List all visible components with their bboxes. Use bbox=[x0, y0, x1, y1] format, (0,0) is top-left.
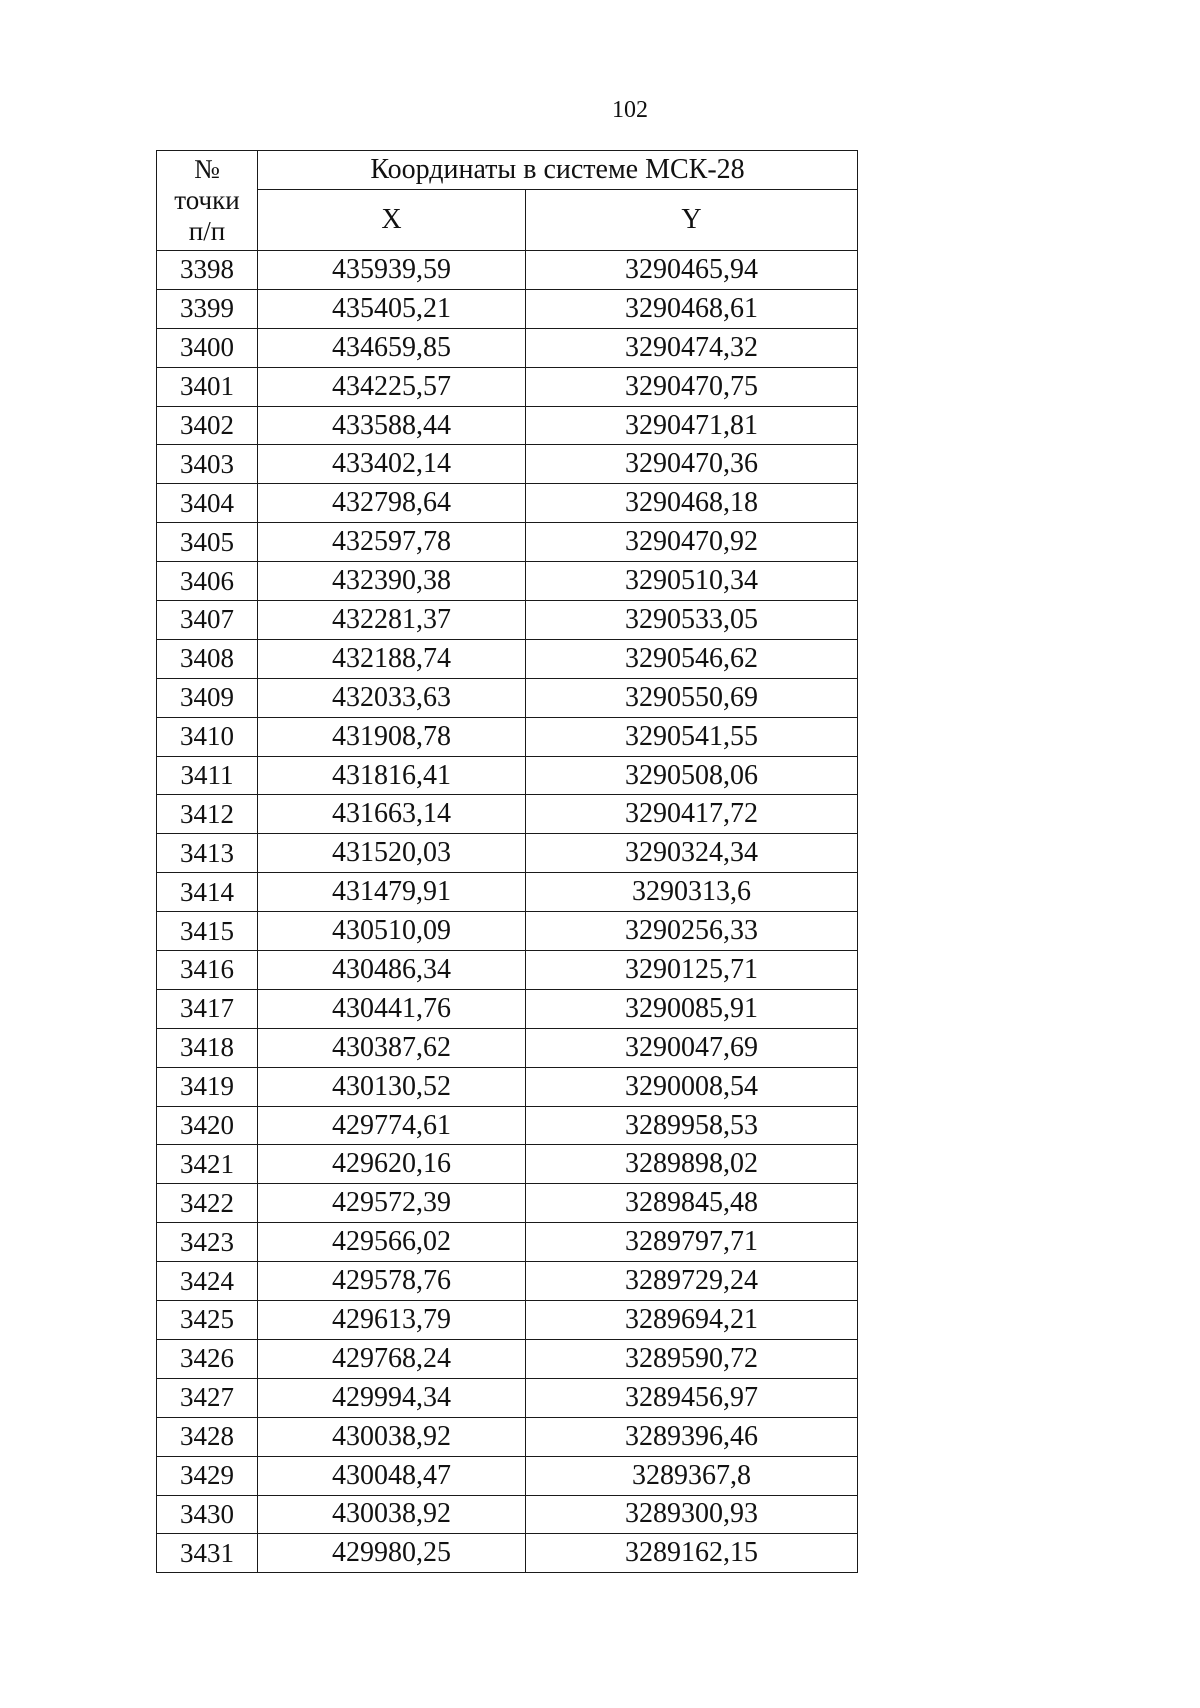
x-column-header: X bbox=[258, 190, 526, 251]
page-number: 102 bbox=[612, 97, 648, 123]
x-coordinate-cell: 429613,79 bbox=[258, 1301, 526, 1340]
table-row bbox=[157, 1534, 858, 1573]
x-coordinate-cell: 432597,78 bbox=[258, 523, 526, 562]
y-coordinate-cell: 3290546,62 bbox=[526, 639, 858, 678]
table-row bbox=[157, 1378, 858, 1417]
y-coordinate-cell: 3289898,02 bbox=[526, 1145, 858, 1184]
x-coordinate-cell: 432281,37 bbox=[258, 601, 526, 640]
table-row bbox=[157, 1145, 858, 1184]
table-row bbox=[157, 289, 858, 328]
point-number-cell: 3415 bbox=[157, 912, 258, 951]
y-coordinate-cell: 3290085,91 bbox=[526, 989, 858, 1028]
point-number-cell: 3431 bbox=[157, 1534, 258, 1573]
point-number-cell: 3408 bbox=[157, 639, 258, 678]
x-coordinate-cell: 435939,59 bbox=[258, 251, 526, 290]
point-number-cell: 3419 bbox=[157, 1067, 258, 1106]
table-row bbox=[157, 1417, 858, 1456]
x-coordinate-cell: 431908,78 bbox=[258, 717, 526, 756]
point-number-cell: 3405 bbox=[157, 523, 258, 562]
point-number-header-line3: п/п bbox=[188, 216, 226, 246]
table-row bbox=[157, 1106, 858, 1145]
point-number-header-line2: точки bbox=[174, 185, 240, 215]
x-coordinate-cell: 429768,24 bbox=[258, 1339, 526, 1378]
x-coordinate-cell: 430510,09 bbox=[258, 912, 526, 951]
table-row bbox=[157, 1028, 858, 1067]
table-row bbox=[157, 1262, 858, 1301]
point-number-cell: 3417 bbox=[157, 989, 258, 1028]
table-row bbox=[157, 251, 858, 290]
point-number-cell: 3403 bbox=[157, 445, 258, 484]
table-row bbox=[157, 756, 858, 795]
x-coordinate-cell: 429572,39 bbox=[258, 1184, 526, 1223]
point-number-cell: 3427 bbox=[157, 1378, 258, 1417]
table-row bbox=[157, 1456, 858, 1495]
point-number-cell: 3420 bbox=[157, 1106, 258, 1145]
y-coordinate-cell: 3289162,15 bbox=[526, 1534, 858, 1573]
y-coordinate-cell: 3289958,53 bbox=[526, 1106, 858, 1145]
x-coordinate-cell: 430038,92 bbox=[258, 1417, 526, 1456]
y-coordinate-cell: 3290474,32 bbox=[526, 328, 858, 367]
table-row bbox=[157, 523, 858, 562]
point-number-cell: 3428 bbox=[157, 1417, 258, 1456]
x-coordinate-cell: 434659,85 bbox=[258, 328, 526, 367]
x-coordinate-cell: 435405,21 bbox=[258, 289, 526, 328]
y-coordinate-cell: 3289396,46 bbox=[526, 1417, 858, 1456]
point-number-cell: 3418 bbox=[157, 1028, 258, 1067]
table-row bbox=[157, 795, 858, 834]
table-row bbox=[157, 1495, 858, 1534]
point-number-cell: 3406 bbox=[157, 562, 258, 601]
y-coordinate-cell: 3290417,72 bbox=[526, 795, 858, 834]
table-row bbox=[157, 1067, 858, 1106]
x-coordinate-cell: 429980,25 bbox=[258, 1534, 526, 1573]
table-row bbox=[157, 834, 858, 873]
table-row bbox=[157, 1184, 858, 1223]
y-coordinate-cell: 3290047,69 bbox=[526, 1028, 858, 1067]
y-coordinate-cell: 3289694,21 bbox=[526, 1301, 858, 1340]
y-coordinate-cell: 3290470,75 bbox=[526, 367, 858, 406]
x-coordinate-cell: 429620,16 bbox=[258, 1145, 526, 1184]
y-coordinate-cell: 3290470,36 bbox=[526, 445, 858, 484]
y-coordinate-cell: 3290465,94 bbox=[526, 251, 858, 290]
y-coordinate-cell: 3290470,92 bbox=[526, 523, 858, 562]
y-coordinate-cell: 3289729,24 bbox=[526, 1262, 858, 1301]
y-coordinate-cell: 3289300,93 bbox=[526, 1495, 858, 1534]
table-row bbox=[157, 912, 858, 951]
point-number-cell: 3414 bbox=[157, 873, 258, 912]
table-row bbox=[157, 873, 858, 912]
point-number-cell: 3413 bbox=[157, 834, 258, 873]
point-number-cell: 3426 bbox=[157, 1339, 258, 1378]
point-number-cell: 3429 bbox=[157, 1456, 258, 1495]
table-row bbox=[157, 678, 858, 717]
x-coordinate-cell: 432033,63 bbox=[258, 678, 526, 717]
y-coordinate-cell: 3290468,61 bbox=[526, 289, 858, 328]
y-coordinate-cell: 3290471,81 bbox=[526, 406, 858, 445]
y-coordinate-cell: 3290510,34 bbox=[526, 562, 858, 601]
table-row bbox=[157, 1301, 858, 1340]
x-coordinate-cell: 431816,41 bbox=[258, 756, 526, 795]
y-coordinate-cell: 3289845,48 bbox=[526, 1184, 858, 1223]
x-coordinate-cell: 430486,34 bbox=[258, 951, 526, 990]
y-coordinate-cell: 3289367,8 bbox=[526, 1456, 858, 1495]
y-coordinate-cell: 3290468,18 bbox=[526, 484, 858, 523]
y-coordinate-cell: 3289456,97 bbox=[526, 1378, 858, 1417]
point-number-cell: 3400 bbox=[157, 328, 258, 367]
point-number-cell: 3410 bbox=[157, 717, 258, 756]
point-number-cell: 3430 bbox=[157, 1495, 258, 1534]
y-column-header: Y bbox=[526, 190, 858, 251]
point-number-cell: 3423 bbox=[157, 1223, 258, 1262]
table-row bbox=[157, 951, 858, 990]
table-row bbox=[157, 562, 858, 601]
point-number-cell: 3399 bbox=[157, 289, 258, 328]
coordinates-group-header: Координаты в системе МСК-28 bbox=[258, 151, 858, 190]
table-row bbox=[157, 1223, 858, 1262]
table-header bbox=[157, 151, 858, 251]
point-number-header-line1: № bbox=[194, 154, 220, 184]
x-coordinate-cell: 430130,52 bbox=[258, 1067, 526, 1106]
y-coordinate-cell: 3290313,6 bbox=[526, 873, 858, 912]
table-row bbox=[157, 445, 858, 484]
point-number-cell: 3398 bbox=[157, 251, 258, 290]
point-number-cell: 3412 bbox=[157, 795, 258, 834]
point-number-cell: 3409 bbox=[157, 678, 258, 717]
x-coordinate-cell: 430387,62 bbox=[258, 1028, 526, 1067]
y-coordinate-cell: 3290008,54 bbox=[526, 1067, 858, 1106]
x-coordinate-cell: 432798,64 bbox=[258, 484, 526, 523]
table-row bbox=[157, 367, 858, 406]
x-coordinate-cell: 429994,34 bbox=[258, 1378, 526, 1417]
x-coordinate-cell: 429566,02 bbox=[258, 1223, 526, 1262]
table-row bbox=[157, 601, 858, 640]
table-row bbox=[157, 328, 858, 367]
x-coordinate-cell: 429578,76 bbox=[258, 1262, 526, 1301]
y-coordinate-cell: 3290125,71 bbox=[526, 951, 858, 990]
table-row bbox=[157, 989, 858, 1028]
x-coordinate-cell: 432188,74 bbox=[258, 639, 526, 678]
x-coordinate-cell: 430441,76 bbox=[258, 989, 526, 1028]
x-coordinate-cell: 429774,61 bbox=[258, 1106, 526, 1145]
table-body bbox=[157, 251, 858, 1573]
point-number-cell: 3421 bbox=[157, 1145, 258, 1184]
y-coordinate-cell: 3290533,05 bbox=[526, 601, 858, 640]
x-coordinate-cell: 431479,91 bbox=[258, 873, 526, 912]
table-row bbox=[157, 484, 858, 523]
point-number-cell: 3411 bbox=[157, 756, 258, 795]
x-coordinate-cell: 430038,92 bbox=[258, 1495, 526, 1534]
table-row bbox=[157, 406, 858, 445]
y-coordinate-cell: 3290324,34 bbox=[526, 834, 858, 873]
x-coordinate-cell: 430048,47 bbox=[258, 1456, 526, 1495]
y-coordinate-cell: 3290541,55 bbox=[526, 717, 858, 756]
point-number-cell: 3407 bbox=[157, 601, 258, 640]
y-coordinate-cell: 3289590,72 bbox=[526, 1339, 858, 1378]
x-coordinate-cell: 433402,14 bbox=[258, 445, 526, 484]
x-coordinate-cell: 431520,03 bbox=[258, 834, 526, 873]
table-row bbox=[157, 639, 858, 678]
x-coordinate-cell: 432390,38 bbox=[258, 562, 526, 601]
point-number-header bbox=[157, 151, 258, 251]
point-number-cell: 3404 bbox=[157, 484, 258, 523]
y-coordinate-cell: 3289797,71 bbox=[526, 1223, 858, 1262]
x-coordinate-cell: 433588,44 bbox=[258, 406, 526, 445]
coordinates-table bbox=[156, 150, 858, 1573]
x-coordinate-cell: 434225,57 bbox=[258, 367, 526, 406]
table-row bbox=[157, 1339, 858, 1378]
y-coordinate-cell: 3290550,69 bbox=[526, 678, 858, 717]
x-coordinate-cell: 431663,14 bbox=[258, 795, 526, 834]
point-number-cell: 3401 bbox=[157, 367, 258, 406]
point-number-cell: 3424 bbox=[157, 1262, 258, 1301]
point-number-cell: 3425 bbox=[157, 1301, 258, 1340]
y-coordinate-cell: 3290508,06 bbox=[526, 756, 858, 795]
point-number-cell: 3422 bbox=[157, 1184, 258, 1223]
point-number-cell: 3416 bbox=[157, 951, 258, 990]
point-number-cell: 3402 bbox=[157, 406, 258, 445]
y-coordinate-cell: 3290256,33 bbox=[526, 912, 858, 951]
table-row bbox=[157, 717, 858, 756]
